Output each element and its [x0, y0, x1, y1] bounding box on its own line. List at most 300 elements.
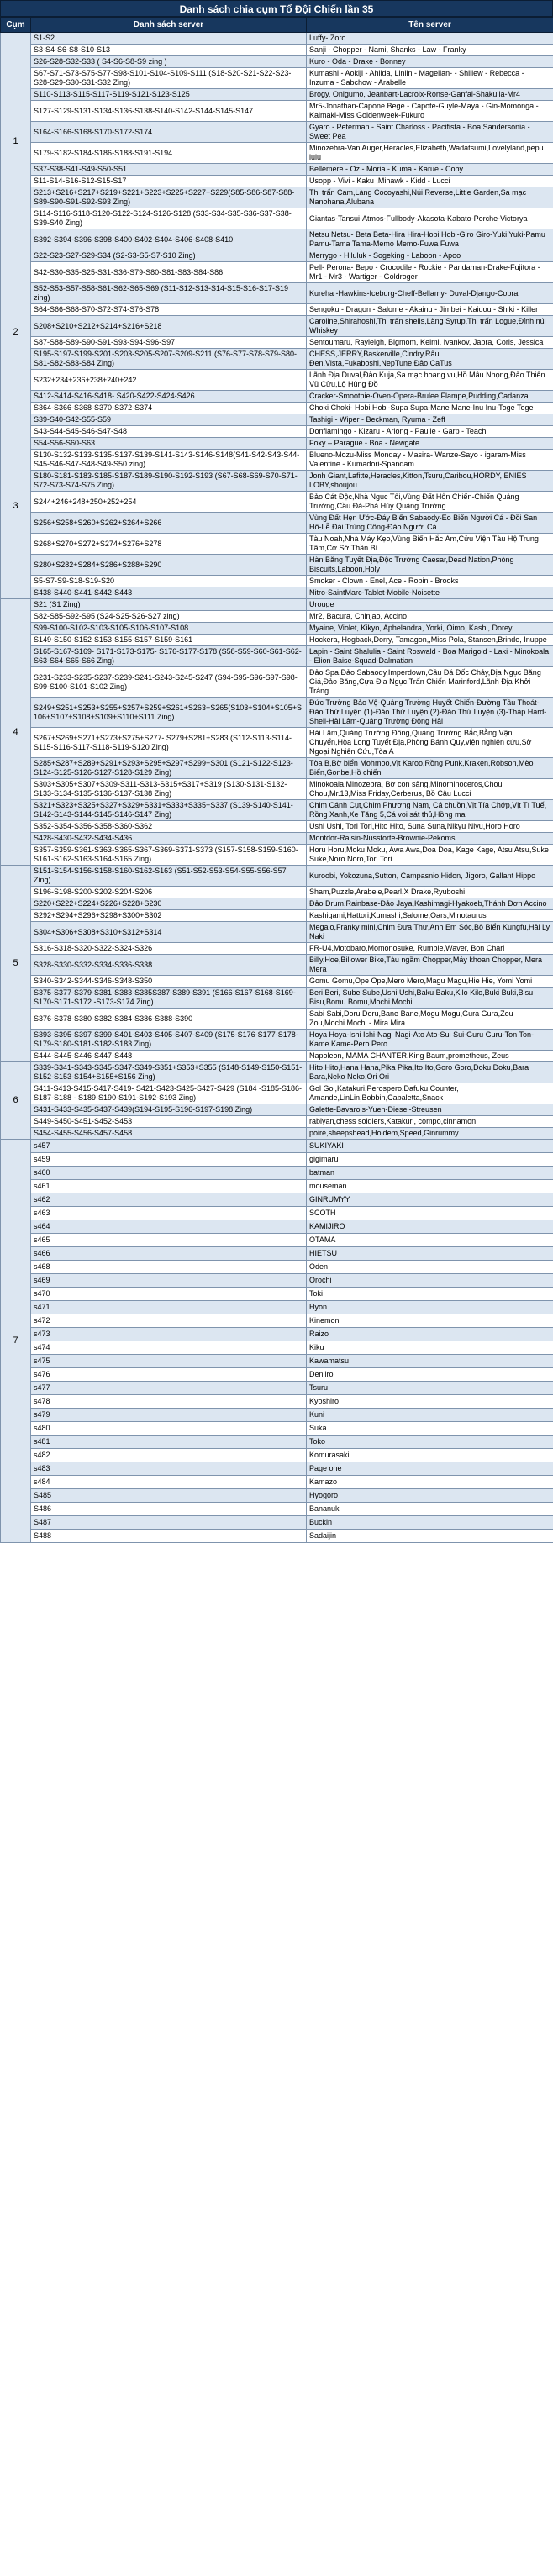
server-list-cell: S130-S132-S133-S135-S137-S139-S141-S143-S146-S148(S41-S42-S43-S44-S45-S46-S47-S48-S49-S50 zing) — [31, 450, 307, 471]
server-name-cell: Page one — [307, 1462, 553, 1476]
server-name-cell: FR-U4,Motobaro,Momonosuke, Rumble,Waver, Bon Chari — [307, 943, 553, 955]
server-list-cell: S449-S450-S451-S452-S453 — [31, 1116, 307, 1128]
server-name-cell: batman — [307, 1167, 553, 1180]
server-list-cell: s469 — [31, 1274, 307, 1288]
table-row — [1, 337, 553, 349]
server-name-cell: Pell- Perona- Bepo - Crocodile - Rockie - Pandaman-Drake-Fujitora - Mr1 - Mr3 - Wartiger - Goldroger — [307, 262, 553, 283]
server-list-cell: S52-S53-S57-S58-S61-S62-S65-S69 (S11-S12-S13-S14-S15-S16-S17-S19 zing) — [31, 283, 307, 304]
server-name-cell: Choki Choki- Hobi Hobi-Supa Supa-Mane Mane-Inu Inu-Toge Toge — [307, 403, 553, 414]
server-list-cell: s459 — [31, 1153, 307, 1167]
table-row — [1, 1153, 553, 1167]
server-name-cell: Kuro - Oda - Drake - Bonney — [307, 56, 553, 68]
table-row — [1, 1234, 553, 1247]
table-row — [1, 898, 553, 910]
server-name-cell: Tàu Noah,Nhà Máy Kẹo,Vùng Biển Hắc Ám,Cửu Viện Tàu Hộ Trung Tâm,Cơ Sở Thần Bí — [307, 534, 553, 555]
server-name-cell: Beri Beri, Sube Sube,Ushi Ushi,Baku Baku,Kilo Kilo,Buki Buki,Bisu Bisu,Bomu Bomu,Mochi Mochi — [307, 988, 553, 1009]
table-row — [1, 45, 553, 56]
table-row — [1, 1530, 553, 1543]
table-row — [1, 1355, 553, 1368]
server-list-cell: S213+S216+S217+S219+S221+S223+S225+S227+S229(S85-S86-S87-S88-S89-S90-S91-S92-S93 Zing) — [31, 187, 307, 208]
server-name-cell: Myaine, Violet, Kikyo, Aphelandra, Yorki, Oimo, Kashi, Dorey — [307, 623, 553, 635]
server-name-cell: Hockera, Hogback,Dorry, Tamagon,,Miss Pola, Stansen,Brindo, Inuppe — [307, 635, 553, 646]
server-list-cell: S54-S56-S60-S63 — [31, 438, 307, 450]
table-row — [1, 611, 553, 623]
server-list-cell: s481 — [31, 1436, 307, 1449]
server-list-cell: s465 — [31, 1234, 307, 1247]
table-row — [1, 56, 553, 68]
table-row — [1, 1207, 553, 1220]
table-row — [1, 1449, 553, 1462]
table-row — [1, 1220, 553, 1234]
table-row — [1, 450, 553, 471]
server-name-cell: Kashigami,Hattori,Kumashi,Salome,Oars,Minotaurus — [307, 910, 553, 922]
cluster-group — [1, 866, 553, 1062]
server-name-cell: Toki — [307, 1288, 553, 1301]
table-row — [1, 1180, 553, 1193]
server-name-cell: Smoker - Clown - Enel, Ace - Robin - Brooks — [307, 576, 553, 587]
table-row — [1, 1462, 553, 1476]
table-row — [1, 349, 553, 370]
server-list-cell: s480 — [31, 1422, 307, 1436]
table-row — [1, 1368, 553, 1382]
server-list-cell: S43-S44-S45-S46-S47-S48 — [31, 426, 307, 438]
server-list-cell: s457 — [31, 1140, 307, 1153]
server-list-cell: S267+S269+S271+S273+S275+S277- S279+S281+S283 (S112-S113-S114-S115-S116-S117-S118-S119-S120 Zing) — [31, 728, 307, 758]
cluster-group — [1, 599, 553, 866]
table-row — [1, 304, 553, 316]
cluster-number: 7 — [1, 1140, 31, 1543]
table-row — [1, 1436, 553, 1449]
server-name-cell: Gyaro - Peterman - Saint Charloss - Pacifista - Boa Sandersonia - Sweet Pea — [307, 122, 553, 143]
cluster-group — [1, 414, 553, 599]
server-name-cell: Minozebra-Van Auger,Heracles,Elizabeth,Wadatsumi,Lovelyland,pepu lulu — [307, 143, 553, 164]
table-row — [1, 176, 553, 187]
cluster-number: 4 — [1, 599, 31, 866]
header-server-list: Danh sách server — [31, 18, 307, 33]
server-list-cell: s461 — [31, 1180, 307, 1193]
server-list-cell: S412-S414-S416-S418- S420-S422-S424-S426 — [31, 391, 307, 403]
server-list-cell: S339-S341-S343-S345-S347-S349-S351+S353+S355 (S148-S149-S150-S151-S152-S153-S154+S155+S156 Zing) — [31, 1062, 307, 1083]
server-name-cell: Nitro-SaintMarc-Tablet-Mobile-Noisette — [307, 587, 553, 599]
server-name-cell: Kumashi - Aokiji - Ahilda, Linlin - Magellan- - Shiliew - Rebecca - Inzuma - Sabchow - Arabelle — [307, 68, 553, 89]
server-list-cell: S231-S233-S235-S237-S239-S241-S243-S245-S247 (S94-S95-S96-S97-S98-S99-S100-S101-S102 Zing) — [31, 667, 307, 698]
server-name-cell: Ushi Ushi, Tori Tori,Hito Hito, Suna Suna,Nikyu Niyu,Horo Horo — [307, 821, 553, 833]
table-row — [1, 1247, 553, 1261]
sheet-title: Danh sách chia cụm Tổ Đội Chiến lần 35 — [0, 0, 553, 17]
server-name-cell: CHESS,JERRY,Baskerville,Cindry,Râu Đen,Vista,Fukaboshi,NepTune,Đảo CaTus — [307, 349, 553, 370]
table-row — [1, 316, 553, 337]
table-row — [1, 1062, 553, 1083]
server-list-cell: S375-S377-S379-S381-S383-S385S387-S389-S391 (S166-S167-S168-S169-S170-S171-S172 -S173-S174 Zing) — [31, 988, 307, 1009]
server-list-cell: S411-S413-S415-S417-S419- S421-S423-S425-S427-S429 (S184 -S185-S186-S187-S188 - S189-S190-S191-S192-S193 Zing) — [31, 1083, 307, 1104]
server-list-cell: S488 — [31, 1530, 307, 1543]
table-row — [1, 576, 553, 587]
server-list-cell: S392-S394-S396-S398-S400-S402-S404-S406-S408-S410 — [31, 229, 307, 250]
table-row — [1, 646, 553, 667]
table-row — [1, 976, 553, 988]
server-list-cell: S303+S305+S307+S309-S311-S313-S315+S317+S319 (S130-S131-S132-S133-S134-S135-S136-S137-S138 Zing) — [31, 779, 307, 800]
table-row — [1, 1503, 553, 1516]
server-list-cell: s482 — [31, 1449, 307, 1462]
table-row — [1, 599, 553, 611]
server-list-cell: s462 — [31, 1193, 307, 1207]
server-name-cell: Blueno-Mozu-Miss Monday - Masira- Wanze-Sayo - igaram-Miss Valentine - Kumadori-Spandam — [307, 450, 553, 471]
server-name-cell: Donflamingo - Kizaru - Arlong - Paulie - Garp - Teach — [307, 426, 553, 438]
server-name-cell: Thị trấn Cam,Làng Cocoyashi,Núi Reverse,Little Garden,Sa mạc Nanohana,Alubana — [307, 187, 553, 208]
server-list-cell: s484 — [31, 1476, 307, 1489]
table-row — [1, 1009, 553, 1030]
server-list-cell: S393-S395-S397-S399-S401-S403-S405-S407-S409 (S175-S176-S177-S178-S179-S180-S181-S182-S183 Zing) — [31, 1030, 307, 1051]
table-row — [1, 866, 553, 887]
table-row — [1, 101, 553, 122]
server-name-cell: Gomu Gomu,Ope Ope,Mero Mero,Magu Magu,Hie Hie, Yomi Yomi — [307, 976, 553, 988]
server-list-cell: S268+S270+S272+S274+S276+S278 — [31, 534, 307, 555]
table-row — [1, 1314, 553, 1328]
table-row — [1, 845, 553, 866]
server-name-cell: Megalo,Franky mini,Chim Đưa Thư,Anh Em Sóc,Bò Biển Kungfu,Hải Ly Naki — [307, 922, 553, 943]
server-name-cell: Bellemere - Oz - Moria - Kuma - Karue - Coby — [307, 164, 553, 176]
table-row — [1, 1104, 553, 1116]
server-name-cell: Mr5-Jonathan-Capone Bege - Capote-Guyle-Maya - Gin-Momonga - Kaimaki-Miss Goldenweek-Fukuro — [307, 101, 553, 122]
server-name-cell: Jonh Giant,Lafitte,Heracles,Kitton,Tsuru,Caribou,HORDY, ENIES LOBY,shoujou — [307, 471, 553, 492]
table-row — [1, 1301, 553, 1314]
table-row — [1, 1116, 553, 1128]
server-list-cell: S3-S4-S6-S8-S10-S13 — [31, 45, 307, 56]
server-list-cell: S487 — [31, 1516, 307, 1530]
table-row — [1, 208, 553, 229]
table-row — [1, 1128, 553, 1140]
server-name-cell: Sentoumaru, Rayleigh, Bigmom, Keimi, Ivankov, Jabra, Coris, Jessica — [307, 337, 553, 349]
server-list-cell: S256+S258+S260+S262+S264+S266 — [31, 513, 307, 534]
table-row — [1, 492, 553, 513]
table-row — [1, 955, 553, 976]
server-list-cell: s460 — [31, 1167, 307, 1180]
server-list-cell: S486 — [31, 1503, 307, 1516]
table-row — [1, 587, 553, 599]
server-list-cell: s475 — [31, 1355, 307, 1368]
server-list-cell: S151-S154-S156-S158-S160-S162-S163 (S51-S52-S53-S54-S55-S56-S57 Zing) — [31, 866, 307, 887]
server-list-cell: S352-S354-S356-S358-S360-S362 — [31, 821, 307, 833]
server-list-cell: s463 — [31, 1207, 307, 1220]
server-name-cell: Lapin - Saint Shalulia - Saint Roswald - Boa Marigold - Laki - Minokoala - Elion Baise-Squad-Dalmatian — [307, 646, 553, 667]
server-name-cell: Đảo Spa,Đảo Sabaody,Imperdown,Cầu Đá Đốc Chảy,Địa Ngục Băng Giá,Đảo Băng,Cựa Địa Ngục,Trấn Chiến Marinford,Lãnh Địa Khởi Tráng — [307, 667, 553, 698]
server-name-cell: Sengoku - Dragon - Salome - Akainu - Jimbei - Kaidou - Shiki - Killer — [307, 304, 553, 316]
server-cluster-table — [0, 17, 553, 1543]
table-row — [1, 229, 553, 250]
cluster-group — [1, 33, 553, 250]
server-name-cell: Kamazo — [307, 1476, 553, 1489]
server-name-cell: Foxy – Parague - Boa - Newgate — [307, 438, 553, 450]
server-list-cell: S82-S85-S92-S95 (S24-S25-S26-S27 zing) — [31, 611, 307, 623]
server-name-cell: Sham,Puzzle,Arabele,Pearl,X Drake,Ryuboshi — [307, 887, 553, 898]
table-row — [1, 1395, 553, 1409]
table-row — [1, 1030, 553, 1051]
cluster-number: 6 — [1, 1062, 31, 1140]
server-list-cell: s473 — [31, 1328, 307, 1341]
server-name-cell: Komurasaki — [307, 1449, 553, 1462]
server-name-cell: Tashigi - Wiper - Beckman, Ryuma - Zeff — [307, 414, 553, 426]
header-row — [1, 18, 553, 33]
table-row — [1, 1422, 553, 1436]
table-row — [1, 623, 553, 635]
server-list-cell: S292+S294+S296+S298+S300+S302 — [31, 910, 307, 922]
table-row — [1, 1083, 553, 1104]
table-row — [1, 89, 553, 101]
server-name-cell: Hito Hito,Hana Hana,Pika Pika,Ito Ito,Goro Goro,Doku Doku,Bara Bara,Neko Neko,Ori Ori — [307, 1062, 553, 1083]
server-list-cell: s476 — [31, 1368, 307, 1382]
table-row — [1, 391, 553, 403]
server-name-cell: OTAMA — [307, 1234, 553, 1247]
table-row — [1, 122, 553, 143]
server-name-cell: Usopp - Vivi - Kaku ,Mihawk - Kidd - Lucci — [307, 176, 553, 187]
server-list-cell: S340-S342-S344-S346-S348-S350 — [31, 976, 307, 988]
table-row — [1, 1051, 553, 1062]
cluster-number: 2 — [1, 250, 31, 414]
table-row — [1, 438, 553, 450]
server-name-cell: Kuni — [307, 1409, 553, 1422]
server-name-cell: Cracker-Smoothie-Oven-Opera-Brulee,Flampe,Pudding,Cadanza — [307, 391, 553, 403]
server-name-cell: Orochi — [307, 1274, 553, 1288]
server-name-cell: Đảo Drum,Rainbase-Đảo Jaya,Kashimagi-Hyakoeb,Thánh Đơn Accino — [307, 898, 553, 910]
table-row — [1, 534, 553, 555]
cluster-number: 3 — [1, 414, 31, 599]
server-name-cell: Bảo Cát Độc,Nhà Ngục Tối,Vùng Đất Hỗn Chiến-Chiến Quảng Trường,Cầu Đá-Phá Hủy Quảng Trường — [307, 492, 553, 513]
server-list-cell: S99-S100-S102-S103-S105-S106-S107-S108 — [31, 623, 307, 635]
server-list-cell: S444-S445-S446-S447-S448 — [31, 1051, 307, 1062]
table-row — [1, 833, 553, 845]
server-name-cell: Vùng Đất Hẹn Ước-Đáy Biển Sabaody-Eo Biển Người Cá - Đồi San Hô-Lễ Đài Trùng Công-Đảo Người Cá — [307, 513, 553, 534]
server-name-cell: Raizo — [307, 1328, 553, 1341]
server-name-cell: Bananuki — [307, 1503, 553, 1516]
server-name-cell: Napoleon, MAMA CHANTER,King Baum,prometheus, Zeus — [307, 1051, 553, 1062]
server-name-cell: Hyogoro — [307, 1489, 553, 1503]
table-row — [1, 262, 553, 283]
header-server-names: Tên server — [307, 18, 553, 33]
server-name-cell: Merrygo - Hiluluk - Sogeking - Laboon - Apoo — [307, 250, 553, 262]
server-list-cell: S164-S166-S168-S170-S172-S174 — [31, 122, 307, 143]
server-list-cell: s474 — [31, 1341, 307, 1355]
server-list-cell: S39-S40-S42-S55-S59 — [31, 414, 307, 426]
cluster-group — [1, 1062, 553, 1140]
server-list-cell: S64-S66-S68-S70-S72-S74-S76-S78 — [31, 304, 307, 316]
table-row — [1, 1288, 553, 1301]
server-list-cell: S165-S167-S169- S171-S173-S175- S176-S177-S178 (S58-S59-S60-S61-S62-S63-S64-S65-S66 Zing) — [31, 646, 307, 667]
table-row — [1, 471, 553, 492]
server-name-cell: Suka — [307, 1422, 553, 1436]
table-row — [1, 555, 553, 576]
server-name-cell: Brogy, Onigumo, Jeanbart-Lacroix-Ronse-Ganfal-Shakulla-Mr4 — [307, 89, 553, 101]
server-name-cell: Horu Horu,Moku Moku, Awa Awa,Doa Doa, Kage Kage, Atsu Atsu,Suke Suke,Noro Noro,Tori Tori — [307, 845, 553, 866]
server-name-cell: Toko — [307, 1436, 553, 1449]
server-name-cell: Lãnh Địa Duval,Đảo Kuja,Sa mạc hoang vu,Hồ Mâu Nhọng,Đảo Thiên Vũ Cửu,Lộ Hùng Đồ — [307, 370, 553, 391]
server-name-cell: Sanji - Chopper - Nami, Shanks - Law - Franky — [307, 45, 553, 56]
cluster-number: 1 — [1, 33, 31, 250]
server-name-cell: Montdor-Raisin-Nusstorte-Brownie-Pekoms — [307, 833, 553, 845]
server-list-cell: S364-S366-S368-S370-S372-S374 — [31, 403, 307, 414]
server-list-cell: S232+234+236+238+240+242 — [31, 370, 307, 391]
server-list-cell: S280+S282+S284+S286+S288+S290 — [31, 555, 307, 576]
table-row — [1, 1409, 553, 1422]
server-list-cell: s478 — [31, 1395, 307, 1409]
server-list-cell: S454-S455-S456-S457-S458 — [31, 1128, 307, 1140]
server-list-cell: S485 — [31, 1489, 307, 1503]
server-name-cell: Hyon — [307, 1301, 553, 1314]
server-name-cell: GINRUMYY — [307, 1193, 553, 1207]
table-row — [1, 187, 553, 208]
server-name-cell: Đức Trường Bảo Vệ-Quảng Trường Huyết Chiến-Đường Tầu Thoát-Đảo Thử Luyện (1)-Đảo Thử Luyện (2)-Đảo Thử Luyện (3)-Tháp Hard-Shell-Hải Lâm-Quảng Trường Đông Hải — [307, 698, 553, 728]
server-list-cell: S316-S318-S320-S322-S324-S326 — [31, 943, 307, 955]
table-row — [1, 1516, 553, 1530]
server-list-cell: s468 — [31, 1261, 307, 1274]
table-row — [1, 698, 553, 728]
server-name-cell: Sadaijin — [307, 1530, 553, 1543]
server-list-cell: S110-S113-S115-S117-S119-S121-S123-S125 — [31, 89, 307, 101]
server-name-cell: gigimaru — [307, 1153, 553, 1167]
server-list-cell: S42-S30-S35-S25-S31-S36-S79-S80-S81-S83-S84-S86 — [31, 262, 307, 283]
cluster-number: 5 — [1, 866, 31, 1062]
server-list-cell: s464 — [31, 1220, 307, 1234]
server-name-cell: HIETSU — [307, 1247, 553, 1261]
server-name-cell: KAMIJIRO — [307, 1220, 553, 1234]
server-name-cell: mouseman — [307, 1180, 553, 1193]
server-name-cell: Giantas-Tansui-Atmos-Fullbody-Akasota-Kabato-Porche-Victorya — [307, 208, 553, 229]
server-list-cell: S127-S129-S131-S134-S136-S138-S140-S142-S144-S145-S147 — [31, 101, 307, 122]
server-name-cell: Urouge — [307, 599, 553, 611]
table-row — [1, 1261, 553, 1274]
server-name-cell: SUKIYAKI — [307, 1140, 553, 1153]
table-row — [1, 821, 553, 833]
server-list-cell: S428-S430-S432-S434-S436 — [31, 833, 307, 845]
server-name-cell: poire,sheepshead,Holdem,Speed,Ginrummy — [307, 1128, 553, 1140]
server-list-cell: S5-S7-S9-S18-S19-S20 — [31, 576, 307, 587]
server-list-cell: S220+S222+S224+S226+S228+S230 — [31, 898, 307, 910]
table-row — [1, 1341, 553, 1355]
server-name-cell: Galette-Bavarois-Yuen-Diesel-Streusen — [307, 1104, 553, 1116]
server-list-cell: s477 — [31, 1382, 307, 1395]
server-list-cell: s472 — [31, 1314, 307, 1328]
server-name-cell: Kureha -Hawkins-Iceburg-Cheff-Bellamy- Duval-Django-Cobra — [307, 283, 553, 304]
server-list-cell: S195-S197-S199-S201-S203-S205-S207-S209-S211 (S76-S77-S78-S79-S80-S81-S82-S83-S84 Zing) — [31, 349, 307, 370]
table-row — [1, 988, 553, 1009]
table-row — [1, 758, 553, 779]
server-list-cell: S21 (S1 Zing) — [31, 599, 307, 611]
table-row — [1, 728, 553, 758]
server-list-cell: S328-S330-S332-S334-S336-S338 — [31, 955, 307, 976]
server-list-cell: S26-S28-S32-S33 ( S4-S6-S8-S9 zing ) — [31, 56, 307, 68]
table-row — [1, 250, 553, 262]
cluster-group — [1, 250, 553, 414]
server-name-cell: Luffy- Zoro — [307, 33, 553, 45]
table-row — [1, 779, 553, 800]
server-list-cell: S67-S71-S73-S75-S77-S98-S101-S104-S109-S111 (S18-S20-S21-S22-S23-S28-S29-S30-S31-S32 Zing) — [31, 68, 307, 89]
server-list-cell: s483 — [31, 1462, 307, 1476]
server-list-cell: S87-S88-S89-S90-S91-S93-S94-S96-S97 — [31, 337, 307, 349]
table-row — [1, 1328, 553, 1341]
server-list-cell: S179-S182-S184-S186-S188-S191-S194 — [31, 143, 307, 164]
server-name-cell: Kyoshiro — [307, 1395, 553, 1409]
server-name-cell: Gol Gol,Katakuri,Perospero,Dafuku,Counter, Amande,LinLin,Bobbin,Cabaletta,Snack — [307, 1083, 553, 1104]
server-list-cell: s470 — [31, 1288, 307, 1301]
server-name-cell: Billy,Hoe,Billower Bike,Tàu ngầm Chopper,Máy khoan Chopper, Mera Mera — [307, 955, 553, 976]
server-name-cell: Denjiro — [307, 1368, 553, 1382]
server-name-cell: Mr2, Bacura, Chinjao, Accino — [307, 611, 553, 623]
server-list-cell: S1-S2 — [31, 33, 307, 45]
server-name-cell: Caroline,Shirahoshi,Thị trấn shells,Làng Syrup,Thị trấn Logue,Đỉnh núi Whiskey — [307, 316, 553, 337]
cluster-group — [1, 1140, 553, 1543]
server-list-cell: S304+S306+S308+S310+S312+S314 — [31, 922, 307, 943]
server-list-cell: S431-S433-S435-S437-S439(S194-S195-S196-S197-S198 Zing) — [31, 1104, 307, 1116]
server-name-cell: Tsuru — [307, 1382, 553, 1395]
server-name-cell: Kinemon — [307, 1314, 553, 1328]
table-row — [1, 426, 553, 438]
server-name-cell: rabiyan,chess soldiers,Katakuri, compo,cinnamon — [307, 1116, 553, 1128]
table-row — [1, 922, 553, 943]
server-name-cell: Oden — [307, 1261, 553, 1274]
server-name-cell: Hàn Băng Tuyết Địa,Độc Trường Caesar,Dead Nation,Phòng Biscuits,Laboon,Holy — [307, 555, 553, 576]
server-name-cell: Minokoala,Minozebra, Bờ con sảng,Minorhinoceros,Chou Chou,Mr.13,Miss Friday,Cerberus, Bồ Câu Lucci — [307, 779, 553, 800]
server-list-cell: S285+S287+S289+S291+S293+S295+S297+S299+S301 (S121-S122-S123-S124-S125-S126-S127-S128-S129 Zing) — [31, 758, 307, 779]
server-list-cell: s479 — [31, 1409, 307, 1422]
table-row — [1, 370, 553, 391]
server-list-cell: S196-S198-S200-S202-S204-S206 — [31, 887, 307, 898]
table-row — [1, 414, 553, 426]
server-list-cell: S11-S14-S16-S12-S15-S17 — [31, 176, 307, 187]
server-list-cell: s471 — [31, 1301, 307, 1314]
server-list-cell: S22-S23-S27-S29-S34 (S2-S3-S5-S7-S10 Zing) — [31, 250, 307, 262]
server-name-cell: Hải Lâm,Quảng Trường Đồng,Quảng Trường Bắc,Bằng Vận Chuyển,Hòa Long Tuyết Địa,Phòng Bánh Quy,viện nghiên cứu,Sở Ngoại Nghiên Cứu,Tòa A — [307, 728, 553, 758]
server-list-cell: S376-S378-S380-S382-S384-S386-S388-S390 — [31, 1009, 307, 1030]
server-list-cell: S37-S38-S41-S49-S50-S51 — [31, 164, 307, 176]
table-row — [1, 1140, 553, 1153]
table-row — [1, 1167, 553, 1180]
server-name-cell: Kiku — [307, 1341, 553, 1355]
server-list-cell: S149-S150-S152-S153-S155-S157-S159-S161 — [31, 635, 307, 646]
header-cluster: Cụm — [1, 18, 31, 33]
server-name-cell: Netsu Netsu- Beta Beta-Hira Hira-Hobi Hobi-Giro Giro-Yuki Yuki-Pamu Pamu-Tama Tama-Memo Memo-Fuwa Fuwa — [307, 229, 553, 250]
server-list-cell: S357-S359-S361-S363-S365-S367-S369-S371-S373 (S157-S158-S159-S160-S161-S162-S163-S164-S165 Zing) — [31, 845, 307, 866]
table-row — [1, 1274, 553, 1288]
table-row — [1, 943, 553, 955]
server-name-cell: Sabi Sabi,Doru Doru,Bane Bane,Mogu Mogu,Gura Gura,Zou Zou,Mochi Mochi - Mira Mira — [307, 1009, 553, 1030]
server-list-cell: S180-S181-S183-S185-S187-S189-S190-S192-S193 (S67-S68-S69-S70-S71-S72-S73-S74-S75 Zing) — [31, 471, 307, 492]
table-row — [1, 1476, 553, 1489]
table-row — [1, 403, 553, 414]
table-row — [1, 68, 553, 89]
server-name-cell: Tòa B,Bờ biển Mohmoo,Vịt Karoo,Rồng Punk,Kraken,Robson,Mèo Biển,Gonbe,Hồ chiến — [307, 758, 553, 779]
table-row — [1, 635, 553, 646]
server-list-cell: S249+S251+S253+S255+S257+S259+S261+S263+S265(S103+S104+S105+S106+S107+S108+S109+S110+S111 Zing) — [31, 698, 307, 728]
table-row — [1, 800, 553, 821]
server-list-cell: S114-S116-S118-S120-S122-S124-S126-S128 (S33-S34-S35-S36-S37-S38-S39-S40 Zing) — [31, 208, 307, 229]
server-list-cell: S321+S323+S325+S327+S329+S331+S333+S335+S337 (S139-S140-S141-S142-S143-S144-S145-S146-S147 Zing) — [31, 800, 307, 821]
table-row — [1, 283, 553, 304]
table-row — [1, 143, 553, 164]
server-name-cell: SCOTH — [307, 1207, 553, 1220]
server-name-cell: Kuroobi, Yokozuna,Sutton, Campasnio,Hidon, Jigoro, Gallant Hippo — [307, 866, 553, 887]
server-name-cell: Kawamatsu — [307, 1355, 553, 1368]
server-name-cell: Buckin — [307, 1516, 553, 1530]
table-row — [1, 513, 553, 534]
server-list-cell: S244+246+248+250+252+254 — [31, 492, 307, 513]
table-row — [1, 887, 553, 898]
server-list-cell: s466 — [31, 1247, 307, 1261]
table-row — [1, 1489, 553, 1503]
server-name-cell: Chim Cánh Cụt,Chim Phương Nam, Cá chuồn,Vịt Tía Chớp,Vịt Tí Tuế, Rồng Xanh,Xe Tăng 5,Cá voi sát thủ,Hồng ma — [307, 800, 553, 821]
table-row — [1, 910, 553, 922]
server-list-cell: S438-S440-S441-S442-S443 — [31, 587, 307, 599]
table-row — [1, 164, 553, 176]
server-name-cell: Hoya Hoya-Ishi Ishi-Nagi Nagi-Ato Ato-Sui Sui-Guru Guru-Ton Ton-Kame Kame-Pero Pero — [307, 1030, 553, 1051]
